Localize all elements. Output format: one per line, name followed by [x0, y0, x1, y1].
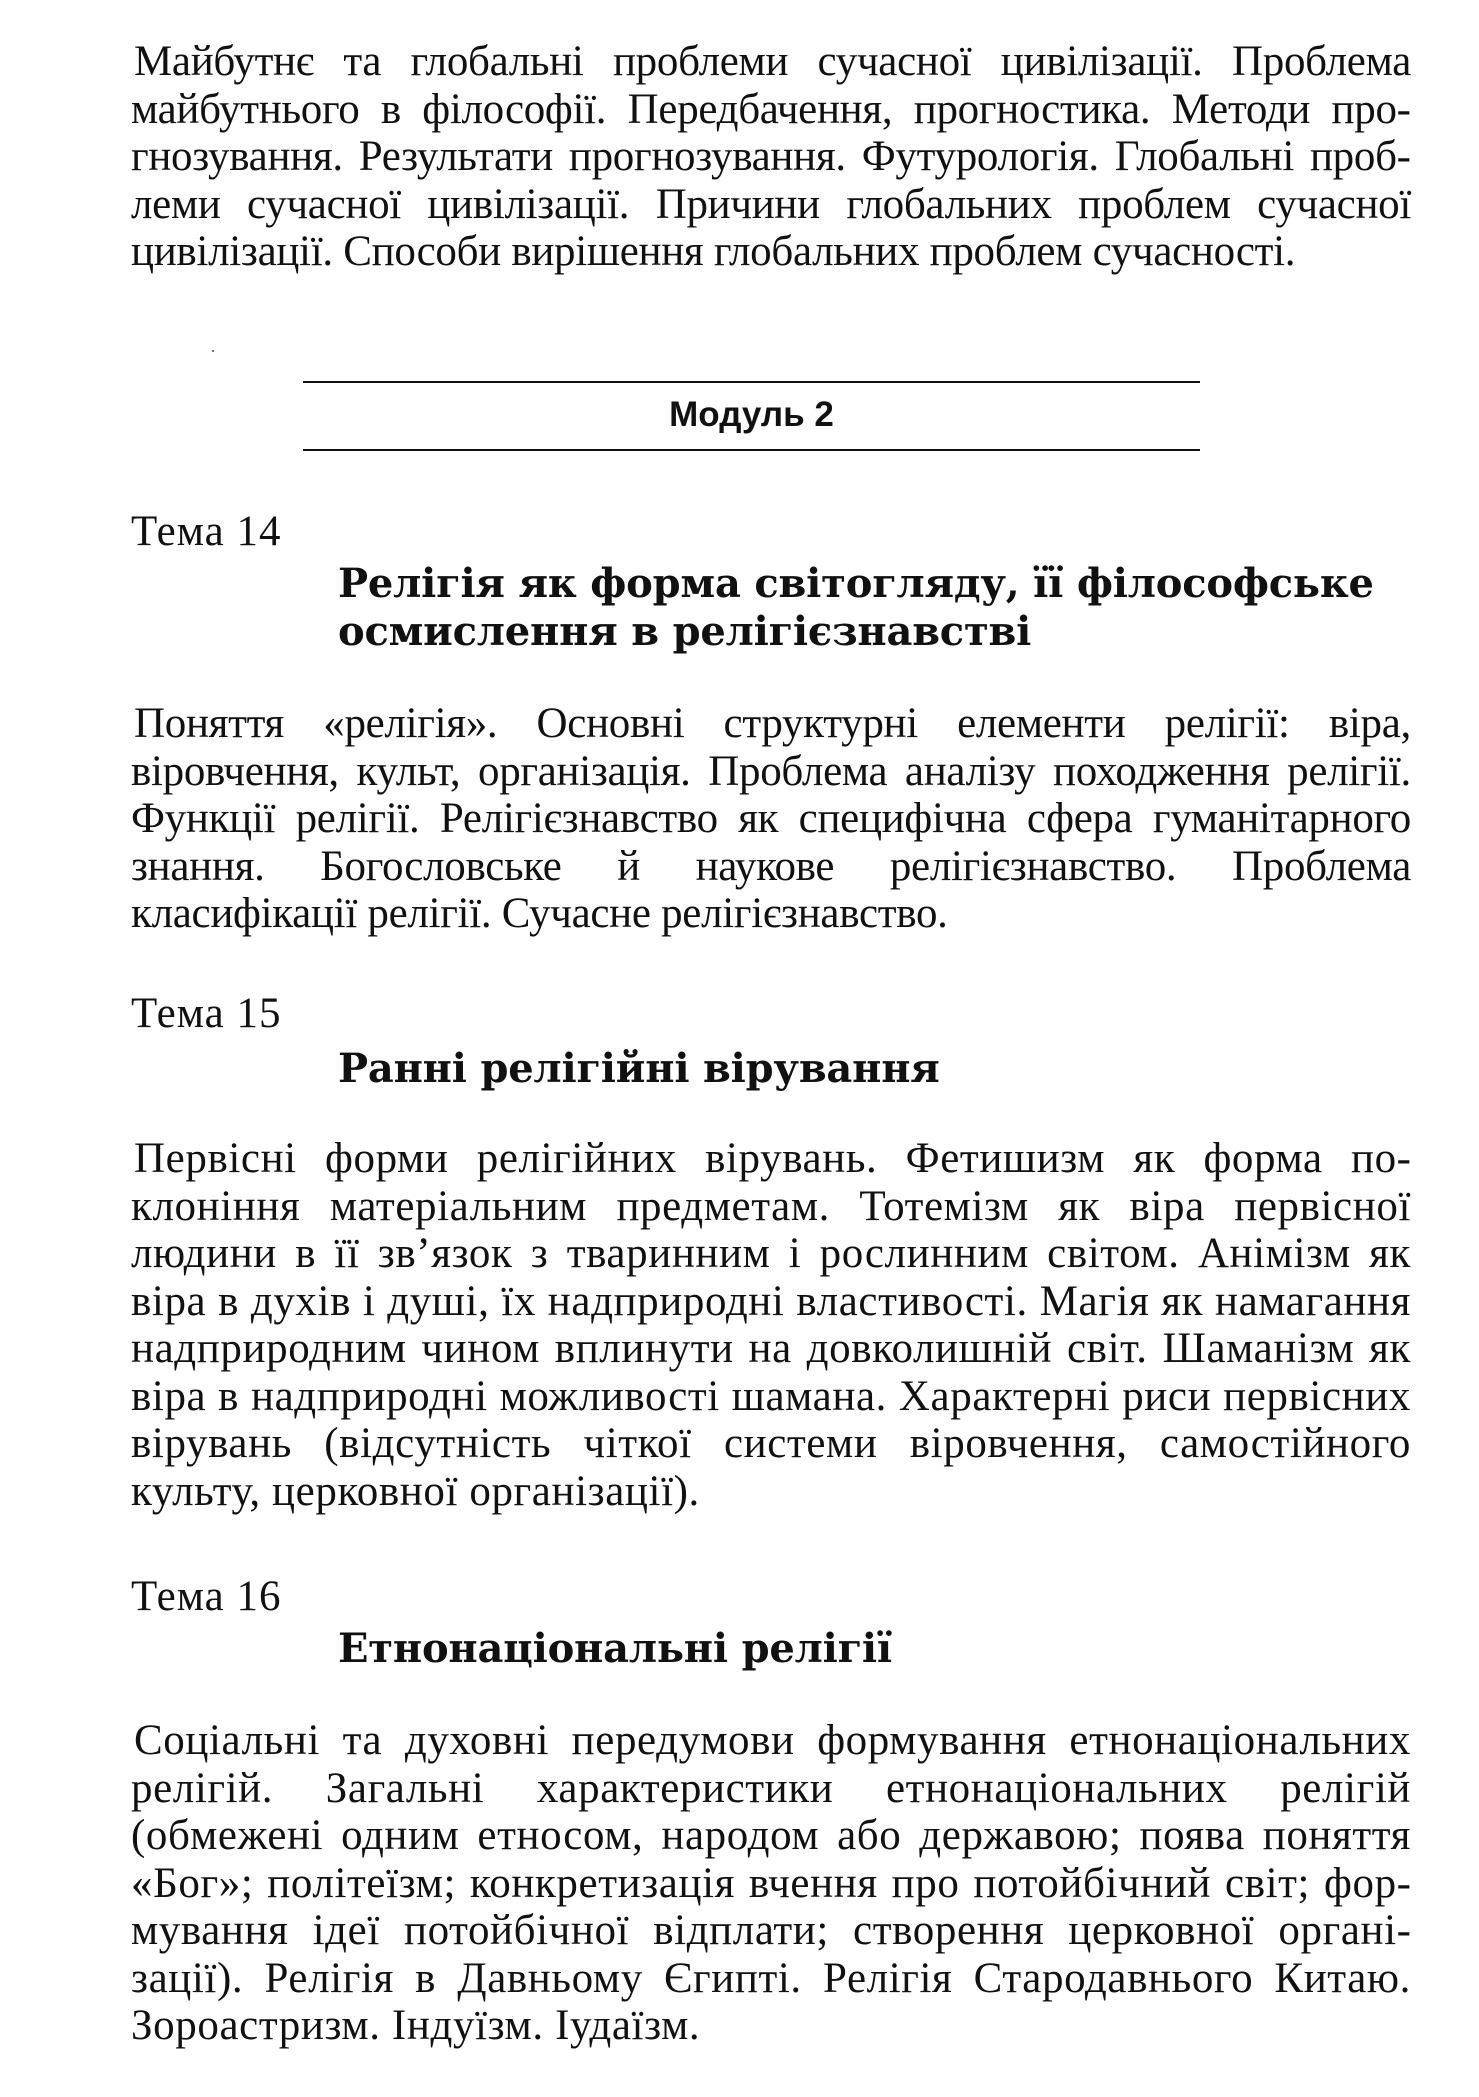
intro-paragraph: Майбутнє та глобальні проблеми сучасної цивілізації. Проблема майбутнього в філософії. Передбачення, прогностика. Методи прогнозування. Результати прогнозування. Футурологія. Глобальні проблеми сучасної цивілізації. Причини глобальних проблем сучасної цивілізації. Способи вирішення глобальних проблем сучасності.: [131, 38, 1411, 275]
topic-14-title: Релігія як форма світогляду, її філософське осмислення в релігієзнавстві: [338, 560, 1374, 655]
topic-15-paragraph: Первісні форми релігійних вірувань. Фетишизм як форма поклоніння матеріальним предметам. Тотемізм як віра первісної людини в її зв’язок з тваринним і рослинним світом. Анімізм як віра в духів і душі, їх надприродні властивості. Магія як намагання надприродним чином вплинути на довколишній світ. Шаманізм як віра в надприродні можливості шамана. Характерні риси первісних вірувань (відсутність чіткої системи віровчення, самостійного культу, церковної організації).: [131, 1135, 1411, 1515]
module-bottom-rule: [303, 449, 1200, 451]
module-top-rule: [303, 381, 1200, 383]
topic-16-title: Етнонаціональні релігії: [338, 1625, 892, 1672]
scan-speck: [212, 350, 214, 352]
topic-15-label: Тема 15: [131, 990, 282, 1037]
topic-14-paragraph: Поняття «релігія». Основні структурні елементи релігії: віра, віровчення, культ, організація. Проблема аналізу походження релігії. Функції релігії. Релігієзнавство як специфічна сфера гуманітарного знання. Богословське й наукове релігієзнавство. Проблема класифікації релігії. Сучасне релігієзнавство.: [131, 700, 1411, 937]
topic-15-title: Ранні релігійні вірування: [338, 1045, 940, 1092]
module-title: Модуль 2: [669, 395, 834, 434]
topic-16-label: Тема 16: [131, 1573, 282, 1620]
topic-16-paragraph: Соціальні та духовні передумови формування етнонаціональних релігій. Загальні характеристики етнонаціональних релігій (обмежені одним етносом, народом або державою; поява поняття «Бог»; політеїзм; конкретизація вчення про потойбічний світ; формування ідеї потойбічної відплати; створення церковної організації). Релігія в Давньому Єгипті. Релігія Стародавнього Китаю. Зороастризм. Індуїзм. Іудаїзм.: [131, 1717, 1411, 2049]
topic-14-label: Тема 14: [131, 508, 282, 555]
